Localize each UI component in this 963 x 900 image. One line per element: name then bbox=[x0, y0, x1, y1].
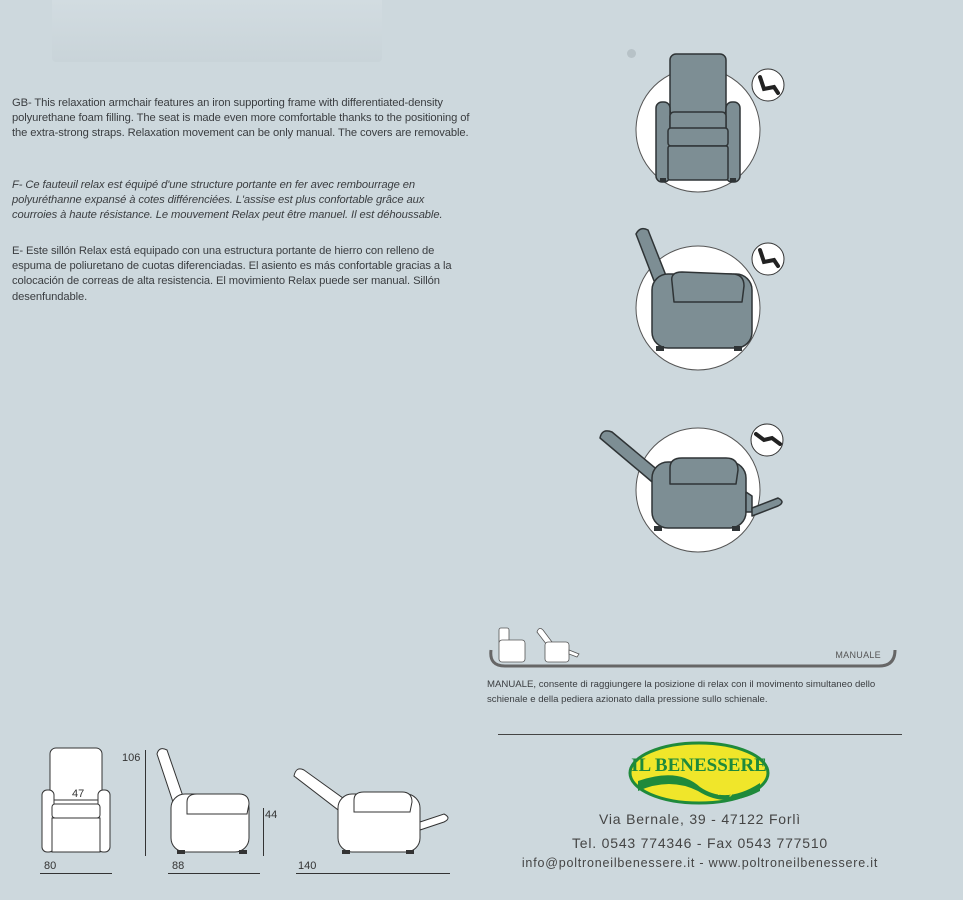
description-spanish: E- Este sillón Relax está equipado con una estructura portante de hierro con relleno de espuma de poliuretano de cuotas diferenciadas. El asiento es más confortable gracias a la colocación de correas de alta resistencia. El movimiento Relax puede ser manual. Sillón desenfundable. bbox=[12, 245, 452, 303]
dimension-front-view bbox=[40, 746, 120, 856]
description-french: F- Ce fauteuil relax est équipé d'une structure portante en fer avec rembourrage en polyuréthanne expansé à cotes différenciées. L'assise est plus confortable grâce aux courroies à haute résistance. Le mouvement Relax peut être manuel. Il est déhoussable. bbox=[12, 179, 443, 222]
height-label: 106 bbox=[122, 752, 141, 764]
description-english: GB- This relaxation armchair features an iron supporting frame with differentiated-density polyurethane foam filling. The seat is made even more comfortable thanks to the positioning of the extra-strong straps. Relaxation movement can be only manual. The covers are removable. bbox=[12, 97, 470, 140]
seat-width-label: 47 bbox=[72, 788, 85, 800]
phone-fax: Tel. 0543 774346 - Fax 0543 777510 bbox=[571, 835, 829, 851]
width-dimension-line bbox=[40, 873, 112, 874]
dimension-reclined-view bbox=[292, 766, 457, 858]
logo-country: Italy bbox=[717, 788, 735, 797]
manual-mode-strip bbox=[487, 622, 897, 672]
depth-reclined-dimension-line bbox=[296, 873, 450, 874]
address: Via Bernale, 39 - 47122 Forlì bbox=[599, 811, 801, 827]
divider bbox=[498, 734, 902, 735]
manual-mode-description: MANUALE, consente di raggiungere la posizione di relax con il movimento simultaneo dello schienale e della pediera azionato dalla pressione sullo schienale. bbox=[487, 679, 876, 705]
manual-mode-label: MANUALE bbox=[835, 650, 881, 660]
seat-height-label: 44 bbox=[265, 809, 278, 821]
logo-wordmark: IL BENESSERE bbox=[631, 755, 767, 776]
il-benessere-logo bbox=[628, 741, 770, 805]
height-dimension-line bbox=[145, 750, 146, 856]
armchair-reclined-illustration bbox=[596, 420, 791, 555]
seat-height-dimension-line bbox=[263, 808, 264, 856]
width-label: 80 bbox=[44, 860, 57, 872]
dimension-side-view bbox=[155, 746, 255, 858]
armchair-upright-illustration bbox=[630, 50, 790, 200]
email-website: info@poltroneilbenessere.it - www.poltroneilbenessere.it bbox=[521, 856, 879, 870]
armchair-half-reclined-illustration bbox=[630, 222, 790, 372]
manual-mode-bar-graphic bbox=[487, 622, 897, 672]
depth-closed-label: 88 bbox=[172, 860, 185, 872]
depth-closed-dimension-line bbox=[168, 873, 260, 874]
header-band bbox=[52, 0, 382, 62]
depth-reclined-label: 140 bbox=[298, 860, 317, 872]
